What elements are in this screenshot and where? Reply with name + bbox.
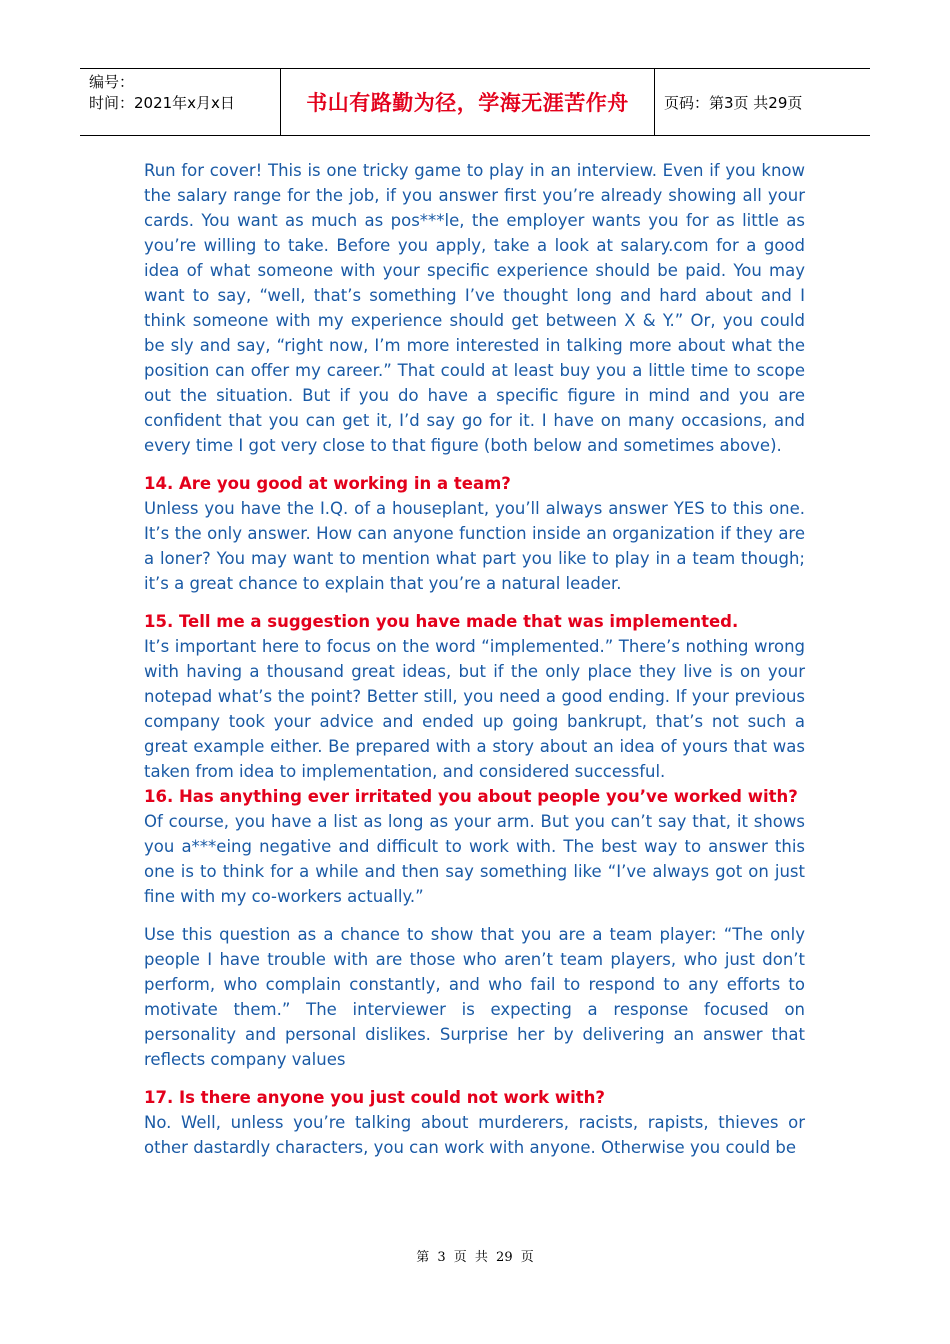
document-body: [144, 158, 805, 1160]
answer-15-paragraph: It’s important here to focus on the word “implemented.” There’s nothing wrong with having a thousand great ideas, but if the only place they live is on your notepad what’s the point? Better still, you need a good ending. If your previous company took your advice and ended up going bankrupt, that’s not such a great example either. Be prepared with a story about an idea of yours that was taken from idea to implementation, and considered successful.: [144, 637, 805, 781]
answer-17-paragraph: No. Well, unless you’re talking about murderers, racists, rapists, thieves or other dastardly characters, you can work with anyone. Otherwise you could be: [144, 1113, 805, 1157]
question-17-heading: 17. Is there anyone you just could not work with?: [144, 1088, 605, 1107]
question-15-heading: 15. Tell me a suggestion you have made that was implemented.: [144, 612, 739, 631]
motto-text: 书山有路勤为径，学海无涯苦作舟: [306, 90, 629, 115]
page-header: [80, 68, 870, 136]
answer-16-paragraph-1: Of course, you have a list as long as your arm. But you can’t say that, it shows you a***eing negative and difficult to work with. The best way to answer this one is to think for a while and then say something like “I’ve always got on just fine with my co-workers actually.”: [144, 812, 805, 906]
header-page-cell: [655, 69, 870, 135]
question-14-heading: 14. Are you good at working in a team?: [144, 474, 511, 493]
header-motto-cell: [281, 69, 655, 135]
page-footer: 第 3 页 共 29 页: [416, 1250, 534, 1265]
paragraph-intro: Run for cover! This is one tricky game to play in an interview. Even if you know the salary range for the job, if you answer first you’re already showing all your cards. You want as much as pos***le, the employer wants you for as little as you’re willing to take. Before you apply, take a look at salary.com for a good idea of what someone with your specific experience should be paid. You may want to say, “well, that’s something I’ve thought long and hard about and I think someone with my experience should get between X & Y.” Or, you could be sly and say, “right now, I’m more interested in talking more about what the position can offer my career.” That could at least buy you a little time to scope out the situation. But if you do have a specific figure in mind and you are confident that you can get it, I’d say go for it. I have on many occasions, and every time I got very close to that figure (both below and sometimes above).: [144, 161, 805, 455]
page-label: 页码：第3页 共29页: [664, 93, 803, 112]
header-info-cell: [80, 69, 281, 135]
question-16-heading: 16. Has anything ever irritated you about people you’ve worked with?: [144, 787, 798, 806]
answer-14-paragraph: Unless you have the I.Q. of a houseplant, you’ll always answer YES to this one. It’s the only answer. How can anyone function inside an organization if they are a loner? You may want to mention what part you like to play in a team though; it’s a great chance to explain that you’re a natural leader.: [144, 499, 805, 593]
number-label: 编号：: [89, 73, 135, 91]
answer-16-paragraph-2: Use this question as a chance to show that you are a team player: “The only people I have trouble with are those who aren’t team players, who just don’t perform, who complain constantly, and who fail to respond to any efforts to motivate them.” The interviewer is expecting a response focused on personality and personal dislikes. Surprise her by delivering an answer that reflects company values: [144, 925, 805, 1069]
date-label: 时间：2021年x月x日: [89, 94, 235, 112]
